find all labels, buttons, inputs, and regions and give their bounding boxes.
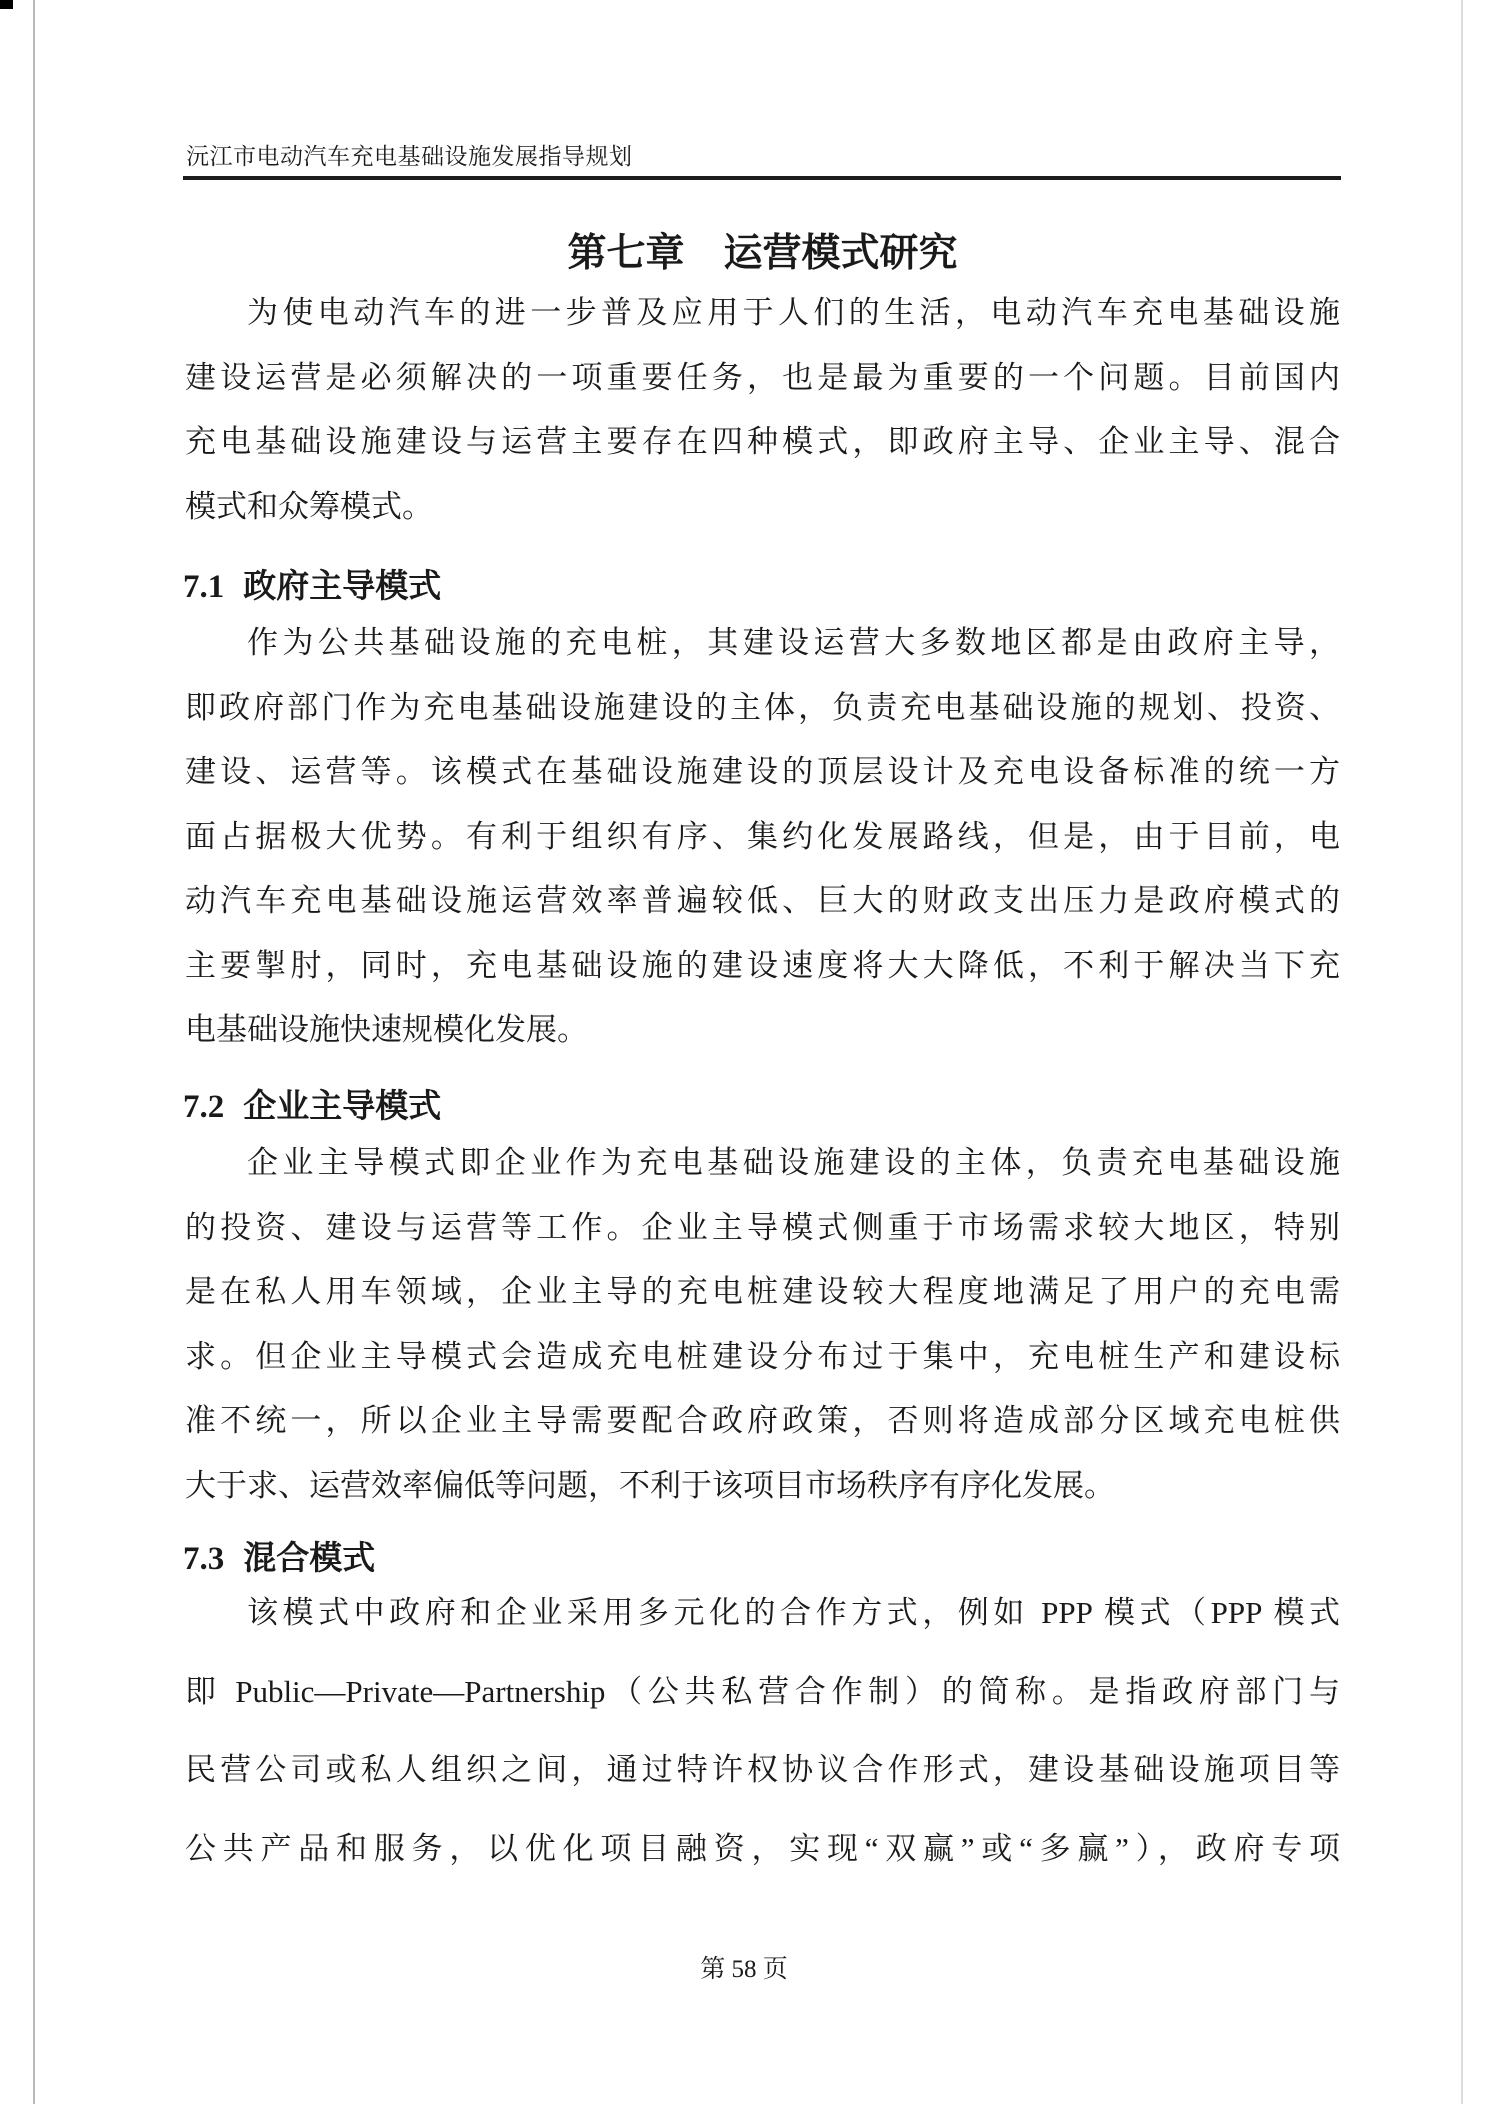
section-number: 7.2: [183, 1089, 225, 1125]
section-heading-label: 政府主导模式: [243, 569, 442, 605]
paragraph-line: 民营公司或私人组织之间，通过特许权协议合作形式，建设基础设施项目等: [185, 1752, 1340, 1787]
paragraph-line: 准不统一，所以企业主导需要配合政府政策，否则将造成部分区域充电桩供: [185, 1403, 1340, 1438]
section-number: 7.3: [183, 1541, 225, 1577]
paragraph-line: 该模式中政府和企业采用多元化的合作方式，例如 PPP 模式（PPP 模式: [247, 1595, 1340, 1630]
page-edge-right-line: [1461, 0, 1463, 2104]
paragraph-line: 面占据极大优势。有利于组织有序、集约化发展路线，但是，由于目前，电: [185, 818, 1340, 854]
chapter-intro-paragraph: [185, 281, 1340, 539]
paragraph-line: 作为公共基础设施的充电桩，其建设运营大多数地区都是由政府主导，: [247, 625, 1340, 660]
paragraph-line: 为使电动汽车的进一步普及应用于人们的生活，电动汽车充电基础设施: [247, 295, 1340, 330]
document-header-title: 沅江市电动汽车充电基础设施发展指导规划: [186, 144, 633, 169]
section-body-7-1: [185, 611, 1340, 1063]
paragraph-line: 动汽车充电基础设施运营效率普遍较低、巨大的财政支出压力是政府模式的: [185, 883, 1340, 918]
paragraph-line: 即 Public—Private—Partnership（公共私营合作制）的简称。是指政府部门与: [185, 1673, 1340, 1709]
section-body-7-3: [185, 1574, 1340, 1888]
page-number-footer: 第 58 页: [700, 1956, 788, 1983]
section-heading-label: 混合模式: [243, 1541, 376, 1577]
paragraph-line: 建设、运营等。该模式在基础设施建设的顶层设计及充电设备标准的统一方: [185, 754, 1340, 789]
paragraph-line: 是在私人用车领域，企业主导的充电桩建设较大程度地满足了用户的充电需: [185, 1274, 1340, 1309]
paragraph-line: 的投资、建设与运营等工作。企业主导模式侧重于市场需求较大地区，特别: [185, 1209, 1340, 1245]
header-rule: [183, 176, 1341, 180]
paragraph-line: 公共产品和服务，以优化项目融资，实现“双赢”或“多赢”），政府专项: [185, 1830, 1340, 1866]
paragraph-line: 求。但企业主导模式会造成充电桩建设分布过于集中，充电桩生产和建设标: [185, 1338, 1340, 1374]
chapter-title: 第七章 运营模式研究: [567, 232, 958, 275]
paragraph-line: 建设运营是必须解决的一项重要任务，也是最为重要的一个问题。目前国内: [185, 359, 1340, 395]
section-heading-label: 企业主导模式: [243, 1089, 442, 1125]
section-body-7-2: [185, 1131, 1340, 1518]
paragraph-line: 大于求、运营效率偏低等问题，不利于该项目市场秩序有序化发展。: [185, 1467, 1115, 1503]
section-heading-7-3: [183, 1532, 375, 1579]
paragraph-line: 模式和众筹模式。: [185, 488, 433, 524]
paragraph-line: 主要掣肘，同时，充电基础设施的建设速度将大大降低，不利于解决当下充: [185, 947, 1340, 983]
paragraph-line: 电基础设施快速规模化发展。: [185, 1012, 588, 1047]
scan-corner-artifact: [0, 0, 13, 9]
section-number: 7.1: [183, 569, 225, 605]
section-heading-7-2: [183, 1080, 441, 1127]
page-edge-left-line: [33, 0, 35, 2104]
paragraph-line: 充电基础设施建设与运营主要存在四种模式，即政府主导、企业主导、混合: [185, 424, 1340, 459]
paragraph-line: 企业主导模式即企业作为充电基础设施建设的主体，负责充电基础设施: [247, 1145, 1340, 1180]
section-heading-7-1: [183, 560, 441, 607]
paragraph-line: 即政府部门作为充电基础设施建设的主体，负责充电基础设施的规划、投资、: [185, 689, 1340, 725]
